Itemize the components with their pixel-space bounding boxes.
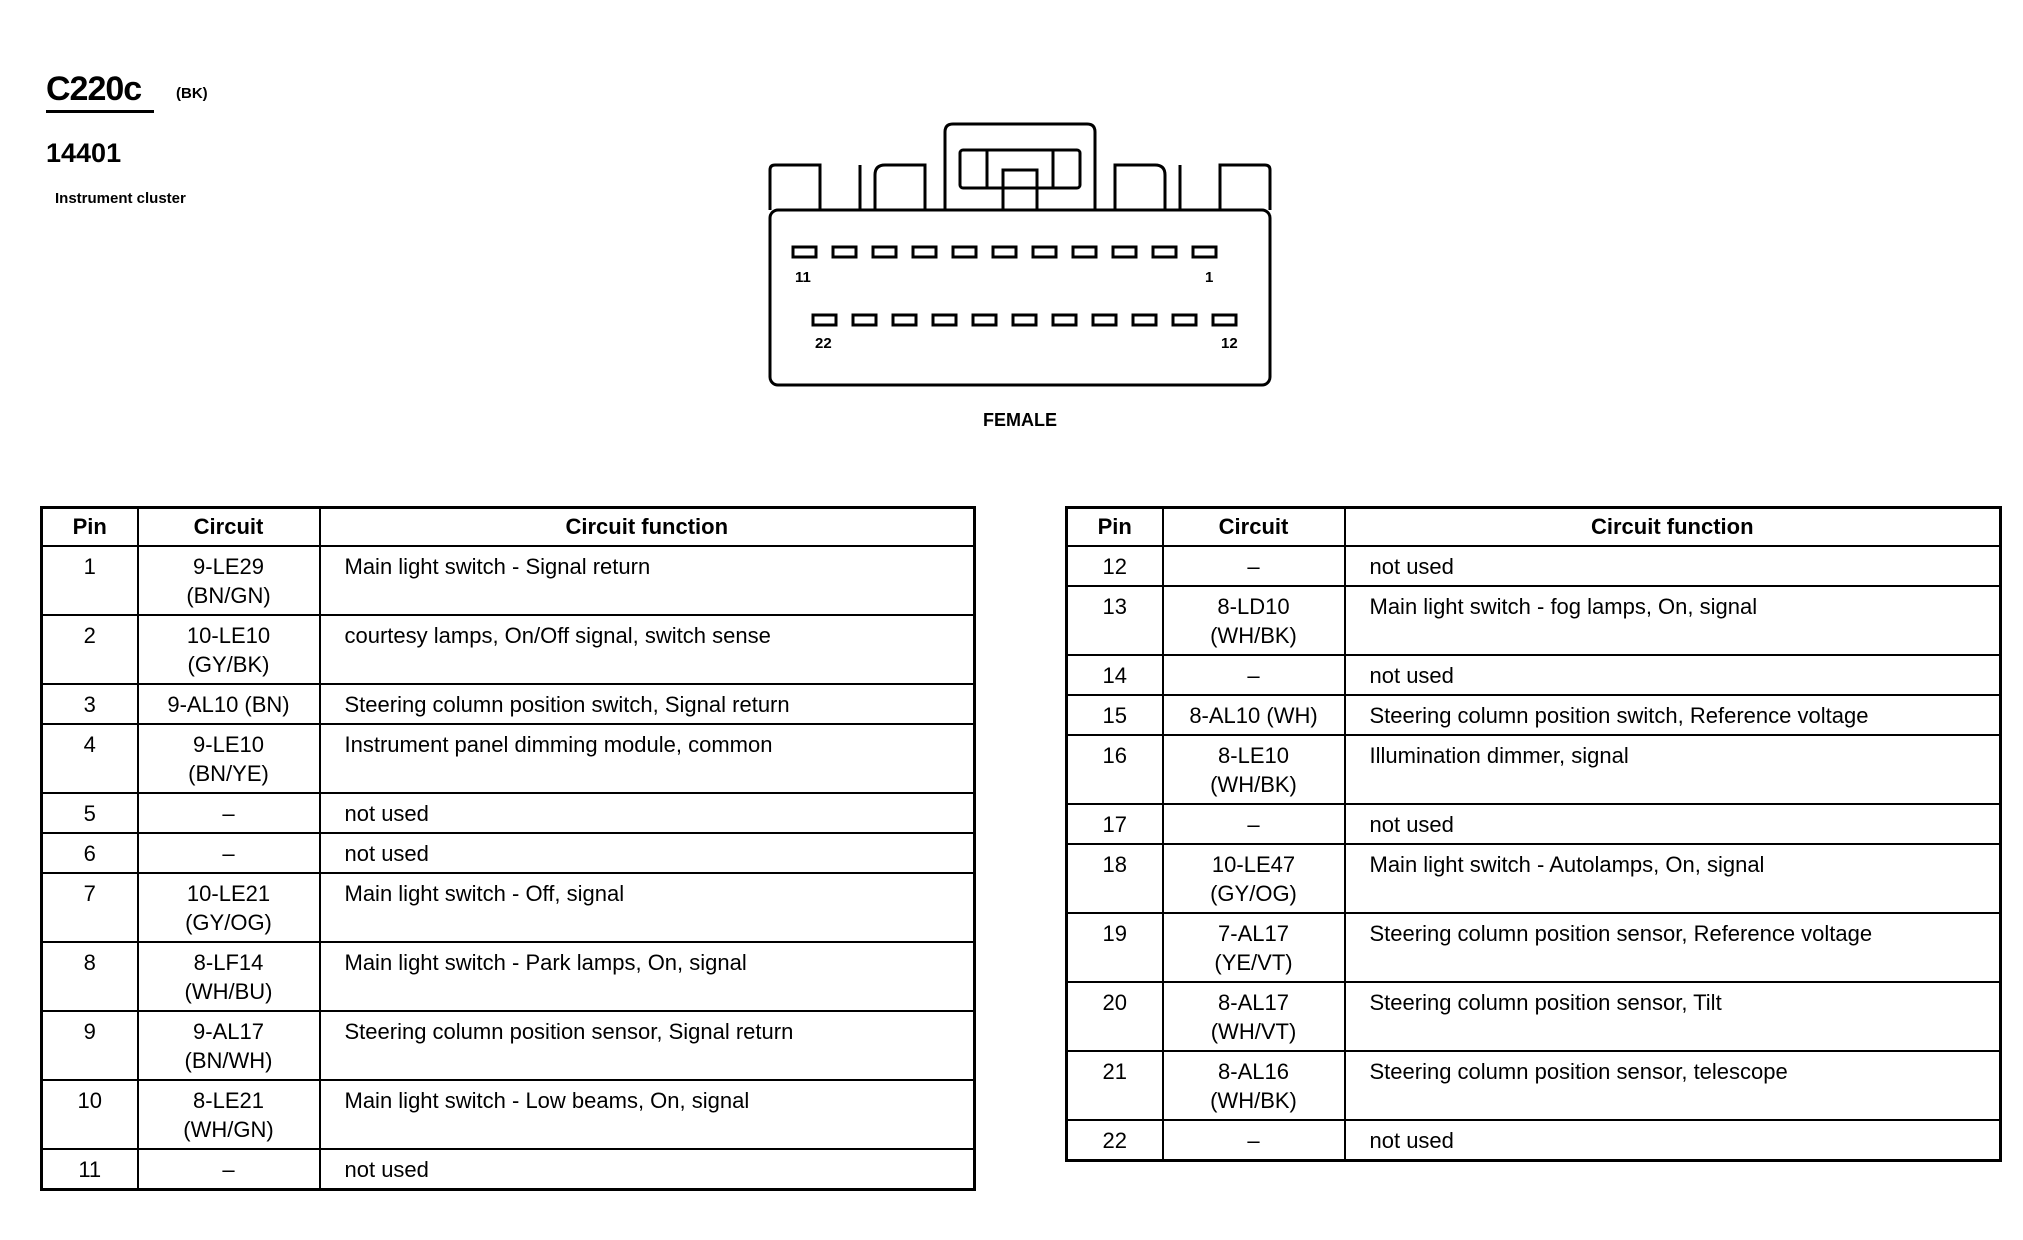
pin-label-12: 12 [1221, 335, 1238, 352]
circuit-cell [138, 1149, 320, 1190]
circuit-cell [1163, 695, 1345, 735]
circuit-function: not used [320, 833, 975, 873]
circuit-line: (BN/YE) [188, 761, 269, 786]
table-row [42, 615, 975, 684]
circuit-column-header: Circuit [138, 508, 320, 547]
pin-number: 11 [42, 1149, 138, 1190]
circuit-line: 8-AL17 [1218, 990, 1289, 1015]
circuit-function: Steering column position sensor, Signal return [320, 1011, 975, 1080]
connector-face-diagram [760, 120, 1280, 390]
connector-description: Instrument cluster [55, 190, 186, 207]
circuit-function: Steering column position sensor, Tilt [1345, 982, 2001, 1051]
pin-label-1: 1 [1205, 269, 1214, 286]
circuit-line: – [1247, 1128, 1260, 1153]
circuit-column-header: Circuit [1163, 508, 1345, 547]
connector-color: (BK) [176, 85, 208, 102]
table-header-row [1067, 508, 2001, 547]
connector-code-underline [46, 110, 154, 113]
pin-column-header: Pin [42, 508, 138, 547]
pin-label-22: 22 [815, 335, 832, 352]
circuit-function: not used [320, 1149, 975, 1190]
table-row [42, 793, 975, 833]
circuit-line: (BN/GN) [186, 583, 271, 608]
pin-number: 18 [1067, 844, 1163, 913]
table-row [42, 684, 975, 724]
circuit-function: not used [320, 793, 975, 833]
pin-number: 6 [42, 833, 138, 873]
circuit-cell [138, 1011, 320, 1080]
circuit-line: – [1247, 812, 1260, 837]
circuit-cell [138, 724, 320, 793]
pin-number: 7 [42, 873, 138, 942]
circuit-line: 9-AL10 (BN) [167, 692, 290, 717]
circuit-function: Main light switch - Off, signal [320, 873, 975, 942]
table-row [1067, 844, 2001, 913]
pinout-table-right [1065, 506, 2002, 1162]
pin-column-header: Pin [1067, 508, 1163, 547]
circuit-line: (WH/BK) [1210, 772, 1297, 797]
pin-number: 1 [42, 546, 138, 615]
circuit-line: 8-AL16 [1218, 1059, 1289, 1084]
table-row [42, 873, 975, 942]
table-header-row [42, 508, 975, 547]
circuit-function: Main light switch - Autolamps, On, signal [1345, 844, 2001, 913]
part-number: 14401 [46, 138, 122, 168]
circuit-cell [138, 1080, 320, 1149]
circuit-line: (WH/GN) [183, 1117, 274, 1142]
pin-number: 19 [1067, 913, 1163, 982]
circuit-cell [138, 546, 320, 615]
table-row [1067, 913, 2001, 982]
table-row [1067, 735, 2001, 804]
pin-number: 21 [1067, 1051, 1163, 1120]
connector-gender-label: FEMALE [983, 410, 1057, 430]
circuit-function: Steering column position switch, Signal return [320, 684, 975, 724]
circuit-function: not used [1345, 546, 2001, 586]
circuit-cell [1163, 804, 1345, 844]
circuit-line: 8-LE21 [193, 1088, 264, 1113]
circuit-cell [1163, 546, 1345, 586]
circuit-line: 8-LD10 [1217, 594, 1290, 619]
circuit-line: – [1247, 663, 1260, 688]
pin-number: 4 [42, 724, 138, 793]
circuit-line: (BN/WH) [184, 1048, 273, 1073]
circuit-cell [1163, 655, 1345, 695]
circuit-line: (GY/OG) [1210, 881, 1297, 906]
pin-number: 2 [42, 615, 138, 684]
pin-number: 12 [1067, 546, 1163, 586]
table-row [1067, 546, 2001, 586]
circuit-line: (WH/BK) [1210, 623, 1297, 648]
connector-code: C220c [46, 70, 142, 108]
circuit-function: Steering column position sensor, telescope [1345, 1051, 2001, 1120]
circuit-function: courtesy lamps, On/Off signal, switch sense [320, 615, 975, 684]
table-row [1067, 655, 2001, 695]
circuit-cell [1163, 1120, 1345, 1161]
circuit-line: (WH/VT) [1210, 1019, 1297, 1044]
pin-number: 22 [1067, 1120, 1163, 1161]
circuit-function: Main light switch - fog lamps, On, signal [1345, 586, 2001, 655]
table-row [42, 1080, 975, 1149]
pin-label-11: 11 [795, 269, 811, 286]
table-row [1067, 1120, 2001, 1161]
circuit-cell [1163, 1051, 1345, 1120]
circuit-cell [1163, 735, 1345, 804]
circuit-line: 7-AL17 [1218, 921, 1289, 946]
circuit-cell [1163, 844, 1345, 913]
table-row [1067, 804, 2001, 844]
circuit-cell [138, 684, 320, 724]
table-row [42, 942, 975, 1011]
circuit-line: 8-LF14 [193, 950, 264, 975]
circuit-function: Steering column position sensor, Reference voltage [1345, 913, 2001, 982]
circuit-function: Main light switch - Park lamps, On, signal [320, 942, 975, 1011]
circuit-function: Illumination dimmer, signal [1345, 735, 2001, 804]
table-row [1067, 1051, 2001, 1120]
function-column-header: Circuit function [320, 508, 975, 547]
circuit-function: Steering column position switch, Reference voltage [1345, 695, 2001, 735]
circuit-line: – [1247, 554, 1260, 579]
circuit-line: (GY/BK) [187, 652, 270, 677]
pin-number: 3 [42, 684, 138, 724]
circuit-line: 10-LE21 [186, 881, 271, 906]
circuit-line: 8-LE10 [1218, 743, 1289, 768]
table-row [1067, 982, 2001, 1051]
circuit-line: – [222, 1157, 235, 1182]
table-row [42, 546, 975, 615]
circuit-cell [1163, 913, 1345, 982]
pin-number: 5 [42, 793, 138, 833]
table-row [42, 1011, 975, 1080]
circuit-line: 10-LE47 [1211, 852, 1296, 877]
pin-number: 15 [1067, 695, 1163, 735]
table-row [42, 1149, 975, 1190]
circuit-cell [138, 942, 320, 1011]
circuit-line: – [222, 801, 235, 826]
circuit-function: Main light switch - Low beams, On, signal [320, 1080, 975, 1149]
pin-number: 9 [42, 1011, 138, 1080]
circuit-function: not used [1345, 804, 2001, 844]
table-row [1067, 586, 2001, 655]
pin-number: 13 [1067, 586, 1163, 655]
circuit-cell [1163, 586, 1345, 655]
circuit-line: 8-AL10 (WH) [1189, 703, 1318, 728]
circuit-cell [138, 833, 320, 873]
circuit-line: (WH/BU) [184, 979, 273, 1004]
pinout-table-left [40, 506, 976, 1191]
circuit-cell [138, 793, 320, 833]
circuit-line: 9-LE10 [193, 732, 264, 757]
circuit-line: – [222, 841, 235, 866]
pin-number: 14 [1067, 655, 1163, 695]
table-row [42, 724, 975, 793]
pin-number: 20 [1067, 982, 1163, 1051]
circuit-line: 9-LE29 [193, 554, 264, 579]
pin-number: 16 [1067, 735, 1163, 804]
circuit-line: (YE/VT) [1214, 950, 1293, 975]
pin-number: 10 [42, 1080, 138, 1149]
circuit-line: 10-LE10 [186, 623, 271, 648]
table-row [42, 833, 975, 873]
circuit-function: Instrument panel dimming module, common [320, 724, 975, 793]
circuit-function: Main light switch - Signal return [320, 546, 975, 615]
circuit-line: 9-AL17 [193, 1019, 264, 1044]
circuit-cell [138, 873, 320, 942]
circuit-cell [138, 615, 320, 684]
function-column-header: Circuit function [1345, 508, 2001, 547]
circuit-cell [1163, 982, 1345, 1051]
circuit-function: not used [1345, 655, 2001, 695]
table-row [1067, 695, 2001, 735]
circuit-line: (WH/BK) [1210, 1088, 1297, 1113]
pin-number: 8 [42, 942, 138, 1011]
pin-number: 17 [1067, 804, 1163, 844]
circuit-function: not used [1345, 1120, 2001, 1161]
circuit-line: (GY/OG) [185, 910, 272, 935]
